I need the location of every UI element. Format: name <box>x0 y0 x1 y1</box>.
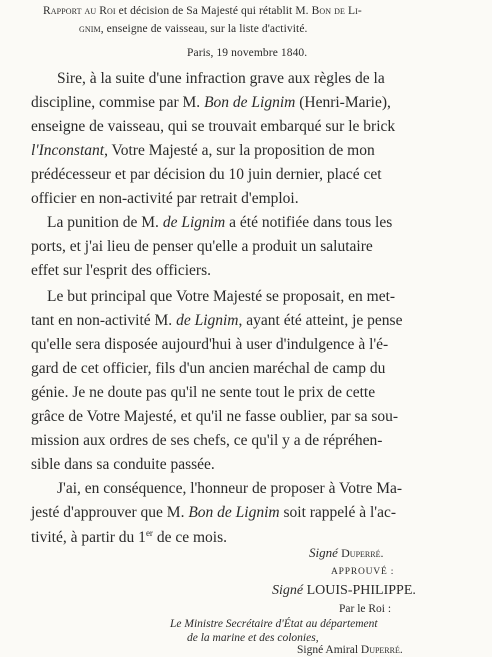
paragraph-1-line-3: enseigne de vaisseau, qui se trouvait embarqué sur le brick <box>31 118 396 135</box>
paragraph-1-line-5: prédécesseur et par décision du 10 juin dernier, placé cet <box>31 166 382 183</box>
signature-amiral: Signé Amiral Duperré. <box>297 644 403 656</box>
paragraph-2-line-2: ports, et j'ai lieu de penser qu'elle a produit un salutaire <box>31 238 373 255</box>
paragraph-4-line-2: jesté d'approuver que M. Bon de Lignim soit rappelé à l'ac- <box>31 504 397 521</box>
heading-name: Bon de Li- <box>311 5 362 17</box>
report-heading-line-1: Rapport au Roi et décision de Sa Majesté qui rétablit M. Bon de Li- <box>43 5 362 17</box>
paragraph-1-line-1: Sire, à la suite d'une infraction grave aux règles de la <box>57 70 385 87</box>
signature-duperre: Signé Duperré. <box>309 545 384 560</box>
paragraph-4-line-1: J'ai, en conséquence, l'honneur de proposer à Votre Ma- <box>57 480 403 497</box>
paragraph-3-line-2: tant en non-activité M. de Lignim, ayant été atteint, je pense <box>31 312 403 329</box>
par-le-roi-label: Par le Roi : <box>339 603 392 615</box>
report-heading-line-2: gnim, enseigne de vaisseau, sur la liste d'activité. <box>79 23 308 35</box>
paragraph-1-line-2: discipline, commise par M. Bon de Lignim (Henri-Marie), <box>31 94 391 111</box>
paragraph-3-line-3: qu'elle sera disposée aujourd'hui à user d'indulgence à l'é- <box>31 336 389 353</box>
minister-line-1: Le Ministre Secrétaire d'État au département <box>170 618 378 630</box>
dateline: Paris, 19 novembre 1840. <box>187 47 308 59</box>
paragraph-3-line-5: génie. Je ne doute pas qu'il ne sente tout le prix de cette <box>31 384 376 401</box>
paragraph-2-line-3: effet sur l'esprit des officiers. <box>31 262 211 279</box>
paragraph-3-line-8: sible dans sa conduite passée. <box>31 456 215 473</box>
paragraph-3-line-6: grâce de Votre Majesté, et qu'il ne fasse oublier, par sa sou- <box>31 408 399 425</box>
signature-king: Signé LOUIS-PHILIPPE. <box>272 583 416 598</box>
paragraph-1-line-4: l'Inconstant, Votre Majesté a, sur la proposition de mon <box>31 142 375 159</box>
approuve-label: APPROUVÉ : <box>331 567 395 577</box>
paragraph-3-line-4: gard de cet officier, fils d'un ancien maréchal de camp du <box>31 360 386 377</box>
paragraph-4-line-3: tivité, à partir du 1er de ce mois. <box>31 528 227 547</box>
paragraph-2-line-1: La punition de M. de Lignim a été notifiée dans tous les <box>47 214 393 231</box>
minister-line-2: de la marine et des colonies, <box>187 632 319 644</box>
heading-title: Rapport au Roi <box>43 5 116 17</box>
paragraph-3-line-1: Le but principal que Votre Majesté se proposait, en met- <box>47 288 396 305</box>
paragraph-1-line-6: officier en non-activité par retrait d'emploi. <box>31 190 299 207</box>
paragraph-3-line-7: mission aux ordres de ses chefs, ce qu'il y a de répréhen- <box>31 432 383 449</box>
